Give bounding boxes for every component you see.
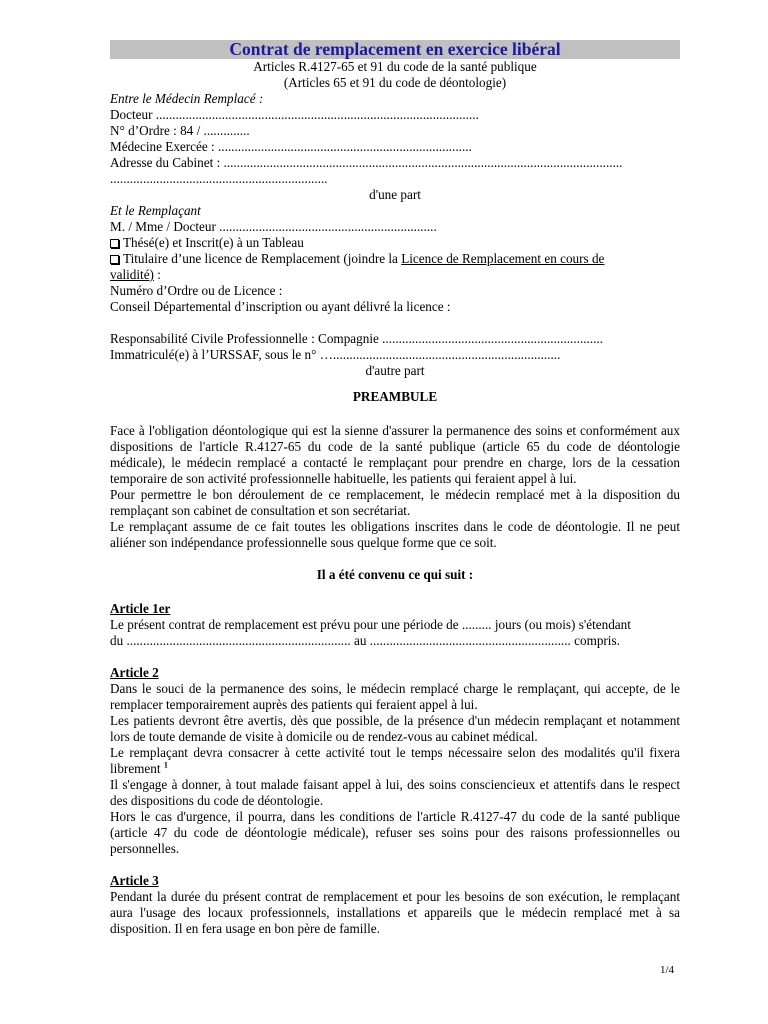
preambule-paragraph-3: Le remplaçant assume de ce fait toutes les obligations inscrites dans le code de déontologie. Il ne peut aliéner son indépendance professionnelle sous quelque forme que ce soit. (110, 519, 680, 550)
licence-link-text-2: validité) (110, 267, 154, 282)
page-number: 1/4 (660, 964, 675, 976)
checkbox-these-inscrit[interactable] (110, 235, 680, 251)
article-1-title: Article 1er (110, 601, 171, 616)
remplace-adresse-line2: .................................................................. (110, 171, 328, 186)
document-title: Contrat de remplacement en exercice libéral (110, 40, 680, 59)
remplace-medecine-field: Médecine Exercée : ............................................................................. (110, 139, 472, 154)
article-2-paragraph-2: Les patients devront être avertis, dès que possible, de la présence d'un médecin remplaçant et notamment lors de toute demande de visite à domicile ou de rendez-vous au cabinet médical. (110, 713, 680, 744)
preambule-paragraph-1: Face à l'obligation déontologique qui est la sienne d'assurer la permanence des soins et conformément aux dispositions de l'article R.4127-65 du code de la santé publique (article 65 du code de déontologie médicale), le médecin remplacé a contacté le remplaçant pour prendre en charge, lors de la cessation temporaire de son activité professionnelle habituelle, les patients qui feraient appel à lui. (110, 423, 680, 486)
remplace-docteur-field: Docteur .................................................................................................. (110, 107, 479, 122)
article-2-paragraph-3 (110, 745, 680, 777)
remplacant-urssaf-field: Immatriculé(e) à l’URSSAF, sous le n° …..................................................................... (110, 347, 561, 362)
preambule-paragraph-2: Pour permettre le bon déroulement de ce remplacement, le médecin remplacé met à la disposition du remplaçant son cabinet de consultation et son secrétariat. (110, 487, 680, 518)
checkbox-licence-label: Titulaire d’une licence de Remplacement (joindre la (123, 251, 402, 266)
licence-colon: : (153, 267, 161, 282)
article-2-title: Article 2 (110, 665, 159, 680)
remplacant-conseil-field: Conseil Départemental d’inscription ou ayant délivré la licence : (110, 299, 451, 314)
remplace-heading: Entre le Médecin Remplacé : (110, 91, 264, 106)
subtitle-articles: Articles R.4127-65 et 91 du code de la santé publique (253, 59, 537, 74)
article-1-line-2: du .................................................................... au ............................................................. compris. (110, 633, 620, 648)
footnote-marker: 1 (163, 760, 168, 770)
article-2-paragraph-5: Hors le cas d'urgence, il pourra, dans les conditions de l'article R.4127-47 du code de la santé publique (article 47 du code de déontologie médicale), refuser ses soins pour des raisons professionnelles ou personnelles. (110, 809, 680, 856)
article-3-paragraph-1: Pendant la durée du présent contrat de remplacement et pour les besoins de son exécution, le remplaçant aura l'usage des locaux professionnels, installations et appareils que le médecin remplacé met à sa disposition. Il en fera usage en bon père de famille. (110, 889, 680, 936)
remplacant-numero-field: Numéro d’Ordre ou de Licence : (110, 283, 283, 298)
checkbox-these-label: Thésé(e) et Inscrit(e) à un Tableau (123, 235, 304, 250)
article-2-paragraph-1: Dans le souci de la permanence des soins, le médecin remplacé charge le remplaçant, qui accepte, de le remplacer temporairement auprès des patients qui feraient appel à lui. (110, 681, 680, 712)
convenu-heading: Il a été convenu ce qui suit : (316, 567, 474, 582)
subtitle-deontologie: (Articles 65 et 91 du code de déontologie) (283, 75, 507, 90)
licence-link-text: Licence de Remplacement en cours de (401, 251, 605, 266)
remplacant-heading: Et le Remplaçant (110, 203, 201, 218)
remplace-part-label: d'une part (369, 187, 421, 202)
remplace-ordre-field: N° d’Ordre : 84 / .............. (110, 123, 250, 138)
article-1-line-1: Le présent contrat de remplacement est prévu pour une période de ......... jours (ou mois) s'étendant (110, 617, 631, 632)
checkbox-icon[interactable] (110, 255, 119, 264)
checkbox-licence[interactable] (110, 251, 680, 267)
remplace-adresse-field: Adresse du Cabinet : ......................................................................................................................... (110, 155, 623, 170)
preambule-title: PREAMBULE (352, 389, 438, 404)
remplacant-part-label: d'autre part (365, 363, 425, 378)
article-3-title: Article 3 (110, 873, 159, 888)
remplacant-nom-field: M. / Mme / Docteur .................................................................. (110, 219, 437, 234)
document-page (110, 40, 680, 937)
article-2-paragraph-4: Il s'engage à donner, à tout malade faisant appel à lui, des soins consciencieux et attentifs dans le respect des dispositions du code de déontologie. (110, 777, 680, 808)
remplacant-rcp-field: Responsabilité Civile Professionnelle : Compagnie ................................................................... (110, 331, 604, 346)
checkbox-icon[interactable] (110, 239, 119, 248)
article-2-paragraph-3-text: Le remplaçant devra consacrer à cette activité tout le temps nécessaire selon des modalités qu'il fixera librement (110, 745, 680, 776)
